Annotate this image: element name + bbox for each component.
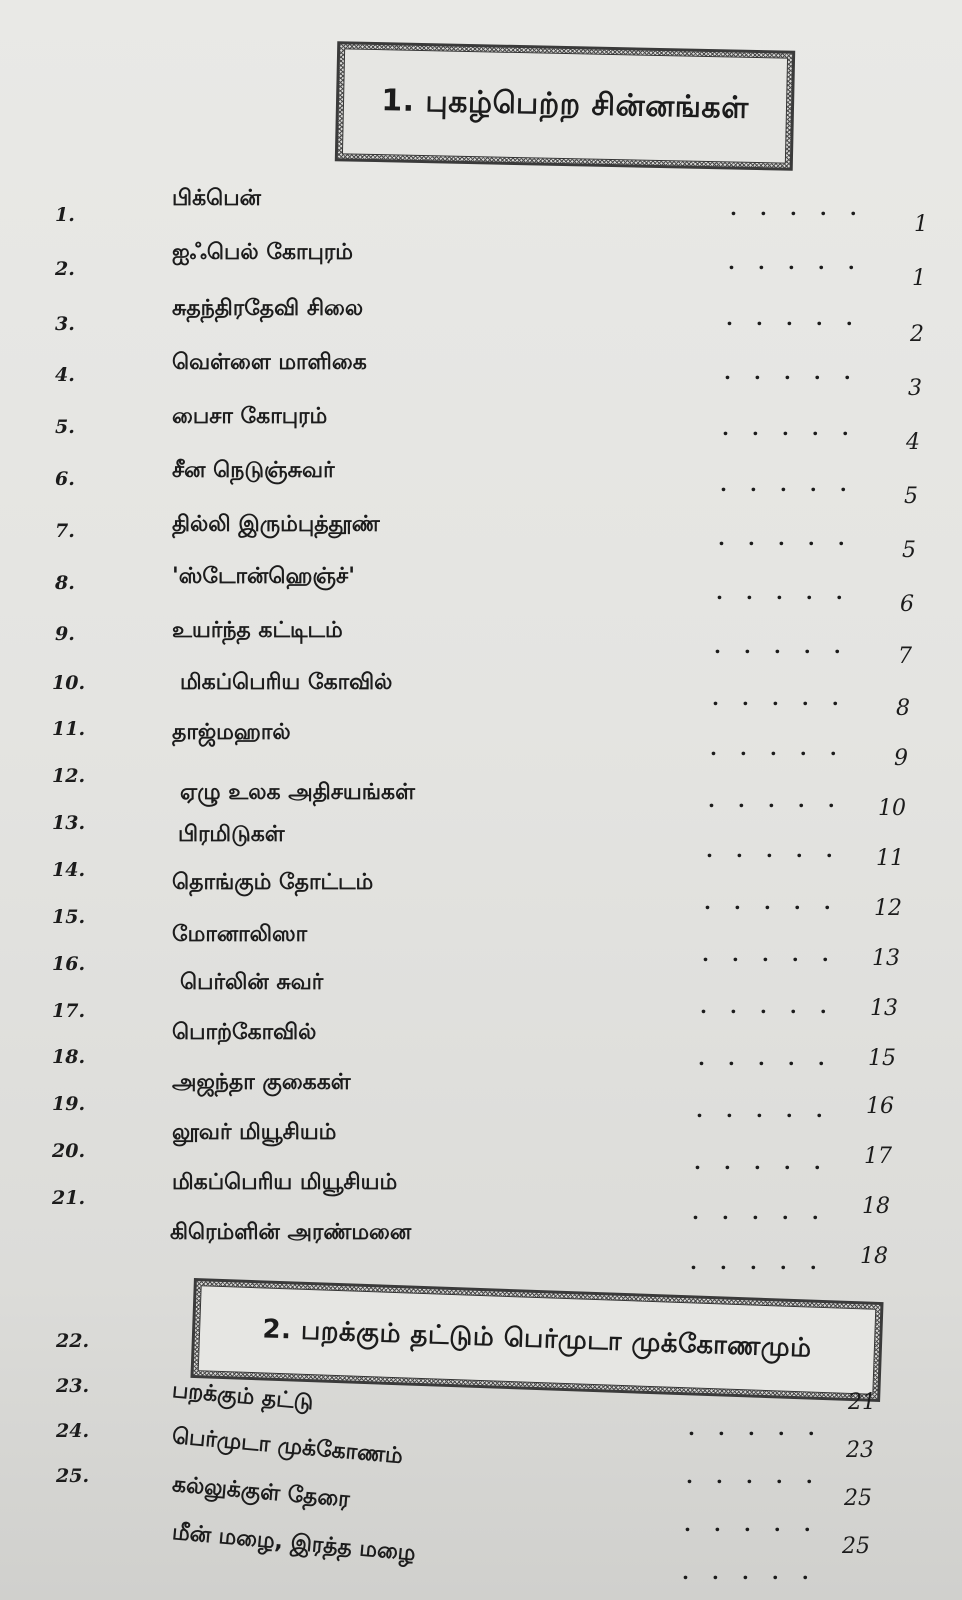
item-number: 15. [52,906,86,928]
section-2-heading-box [190,1278,883,1402]
leader-dots: . . . . . [706,838,841,862]
entry-title: மோனாலிஸா [172,922,308,947]
section-1-heading-box [335,41,795,171]
entry-page-number: 1 [914,212,928,237]
entry-page-number: 3 [908,376,922,401]
leader-dots: . . . . . [708,788,843,812]
entry-page-number: 13 [872,946,900,971]
entry-title: பிக்பென் [172,186,261,211]
item-number: 12. [52,765,86,787]
leader-dots: . . . . . [718,526,853,550]
entry-page-number: 1 [912,266,926,291]
entry-page-number: 5 [902,538,916,563]
entry-title: பெர்முடா முக்கோணம் [171,1424,404,1470]
item-number: 2. [55,258,75,280]
entry-page-number: 25 [842,1534,870,1559]
leader-dots: . . . . . [698,1046,833,1070]
leader-dots: . . . . . [724,360,859,384]
entry-title: மிகப்பெரிய மியூசியம் [172,1170,398,1195]
item-number: 10. [52,672,86,694]
item-number: 5. [55,416,75,438]
entry-title: சுதந்திரதேவி சிலை [172,296,364,321]
entry-title: தில்லி இரும்புத்தூண் [172,512,380,537]
leader-dots: . . . . . [720,472,855,496]
entry-page-number: 21 [848,1390,876,1415]
item-number: 17. [52,1000,86,1022]
entry-title: அஜந்தா குகைகள் [172,1070,351,1095]
item-number: 19. [52,1093,86,1115]
entry-title: பைசா கோபுரம் [172,404,328,429]
item-number: 3. [55,313,75,335]
item-number: 7. [55,520,75,542]
leader-dots: . . . . . [686,1464,821,1488]
leader-dots: . . . . . [726,306,861,330]
item-number: 24. [56,1420,90,1442]
entry-title: லூவர் மியூசியம் [172,1120,337,1145]
entry-page-number: 6 [900,592,914,617]
leader-dots: . . . . . [710,736,845,760]
item-number: 9. [55,623,75,645]
entry-page-number: 25 [844,1486,872,1511]
item-number: 22. [56,1330,90,1352]
entry-title: வெள்ளை மாளிகை [172,350,367,375]
item-number: 23. [56,1375,90,1397]
leader-dots: . . . . . [714,634,849,658]
entry-page-number: 15 [868,1046,896,1071]
item-number: 16. [52,953,86,975]
item-number: 11. [52,718,86,740]
item-number: 14. [52,859,86,881]
entry-page-number: 2 [910,322,924,347]
entry-title: கல்லுக்குள் தேரை [171,1472,351,1513]
entry-page-number: 10 [878,796,906,821]
entry-page-number: 8 [896,696,910,721]
leader-dots: . . . . . [690,1250,825,1274]
leader-dots: . . . . . [722,416,857,440]
entry-title: 'ஸ்டோன்ஹெஞ்ச்' [172,564,355,589]
entry-page-number: 17 [864,1144,892,1169]
entry-page-number: 23 [846,1438,874,1463]
leader-dots: . . . . . [730,196,865,220]
entry-title: கிரெம்ளின் அரண்மனை [170,1220,412,1245]
leader-dots: . . . . . [692,1200,827,1224]
entry-page-number: 5 [904,484,918,509]
section-2-heading: 2. பறக்கும் தட்டும் பெர்முடா முக்கோணமும் [198,1285,877,1395]
entry-title: ஏழு உலக அதிசயங்கள் [180,780,415,805]
item-number: 4. [55,364,75,386]
entry-title: தாஜ்மஹால் [172,720,291,745]
entry-page-number: 4 [906,430,920,455]
item-number: 18. [52,1046,86,1068]
item-number: 25. [56,1465,90,1487]
item-number: 1. [55,204,75,226]
entry-page-number: 16 [866,1094,894,1119]
leader-dots: . . . . . [688,1416,823,1440]
item-number: 8. [55,572,75,594]
entry-title: ஐஃபெல் கோபுரம் [172,240,353,265]
leader-dots: . . . . . [702,942,837,966]
entry-page-number: 13 [870,996,898,1021]
entry-title: பிரமிடுகள் [178,822,285,847]
entry-title: பறக்கும் தட்டு [171,1378,315,1416]
leader-dots: . . . . . [696,1098,831,1122]
item-number: 6. [55,468,75,490]
leader-dots: . . . . . [694,1150,829,1174]
leader-dots: . . . . . [728,250,863,274]
leader-dots: . . . . . [684,1512,819,1536]
entry-page-number: 18 [862,1194,890,1219]
entry-page-number: 18 [860,1244,888,1269]
leader-dots: . . . . . [700,994,835,1018]
entry-title: உயர்ந்த கட்டிடம் [172,618,343,643]
item-number: 13. [52,812,86,834]
entry-page-number: 11 [876,846,904,871]
item-number: 20. [52,1140,86,1162]
entry-title: மிகப்பெரிய கோவில் [180,670,393,695]
entry-title: பெர்லின் சுவர் [180,970,324,995]
leader-dots: . . . . . [716,580,851,604]
section-1-heading: 1. புகழ்பெற்ற சின்னங்கள் [342,48,788,163]
entry-title: தொங்கும் தோட்டம் [172,870,374,895]
entry-title: சீன நெடுஞ்சுவர் [172,458,335,483]
leader-dots: . . . . . [682,1560,817,1584]
entry-page-number: 12 [874,896,902,921]
item-number: 21. [52,1187,86,1209]
entry-page-number: 9 [894,746,908,771]
entry-title: மீன் மழை, இரத்த மழை [171,1520,417,1567]
entry-title: பொற்கோவில் [172,1020,317,1045]
leader-dots: . . . . . [712,686,847,710]
entry-page-number: 7 [898,644,912,669]
leader-dots: . . . . . [704,890,839,914]
